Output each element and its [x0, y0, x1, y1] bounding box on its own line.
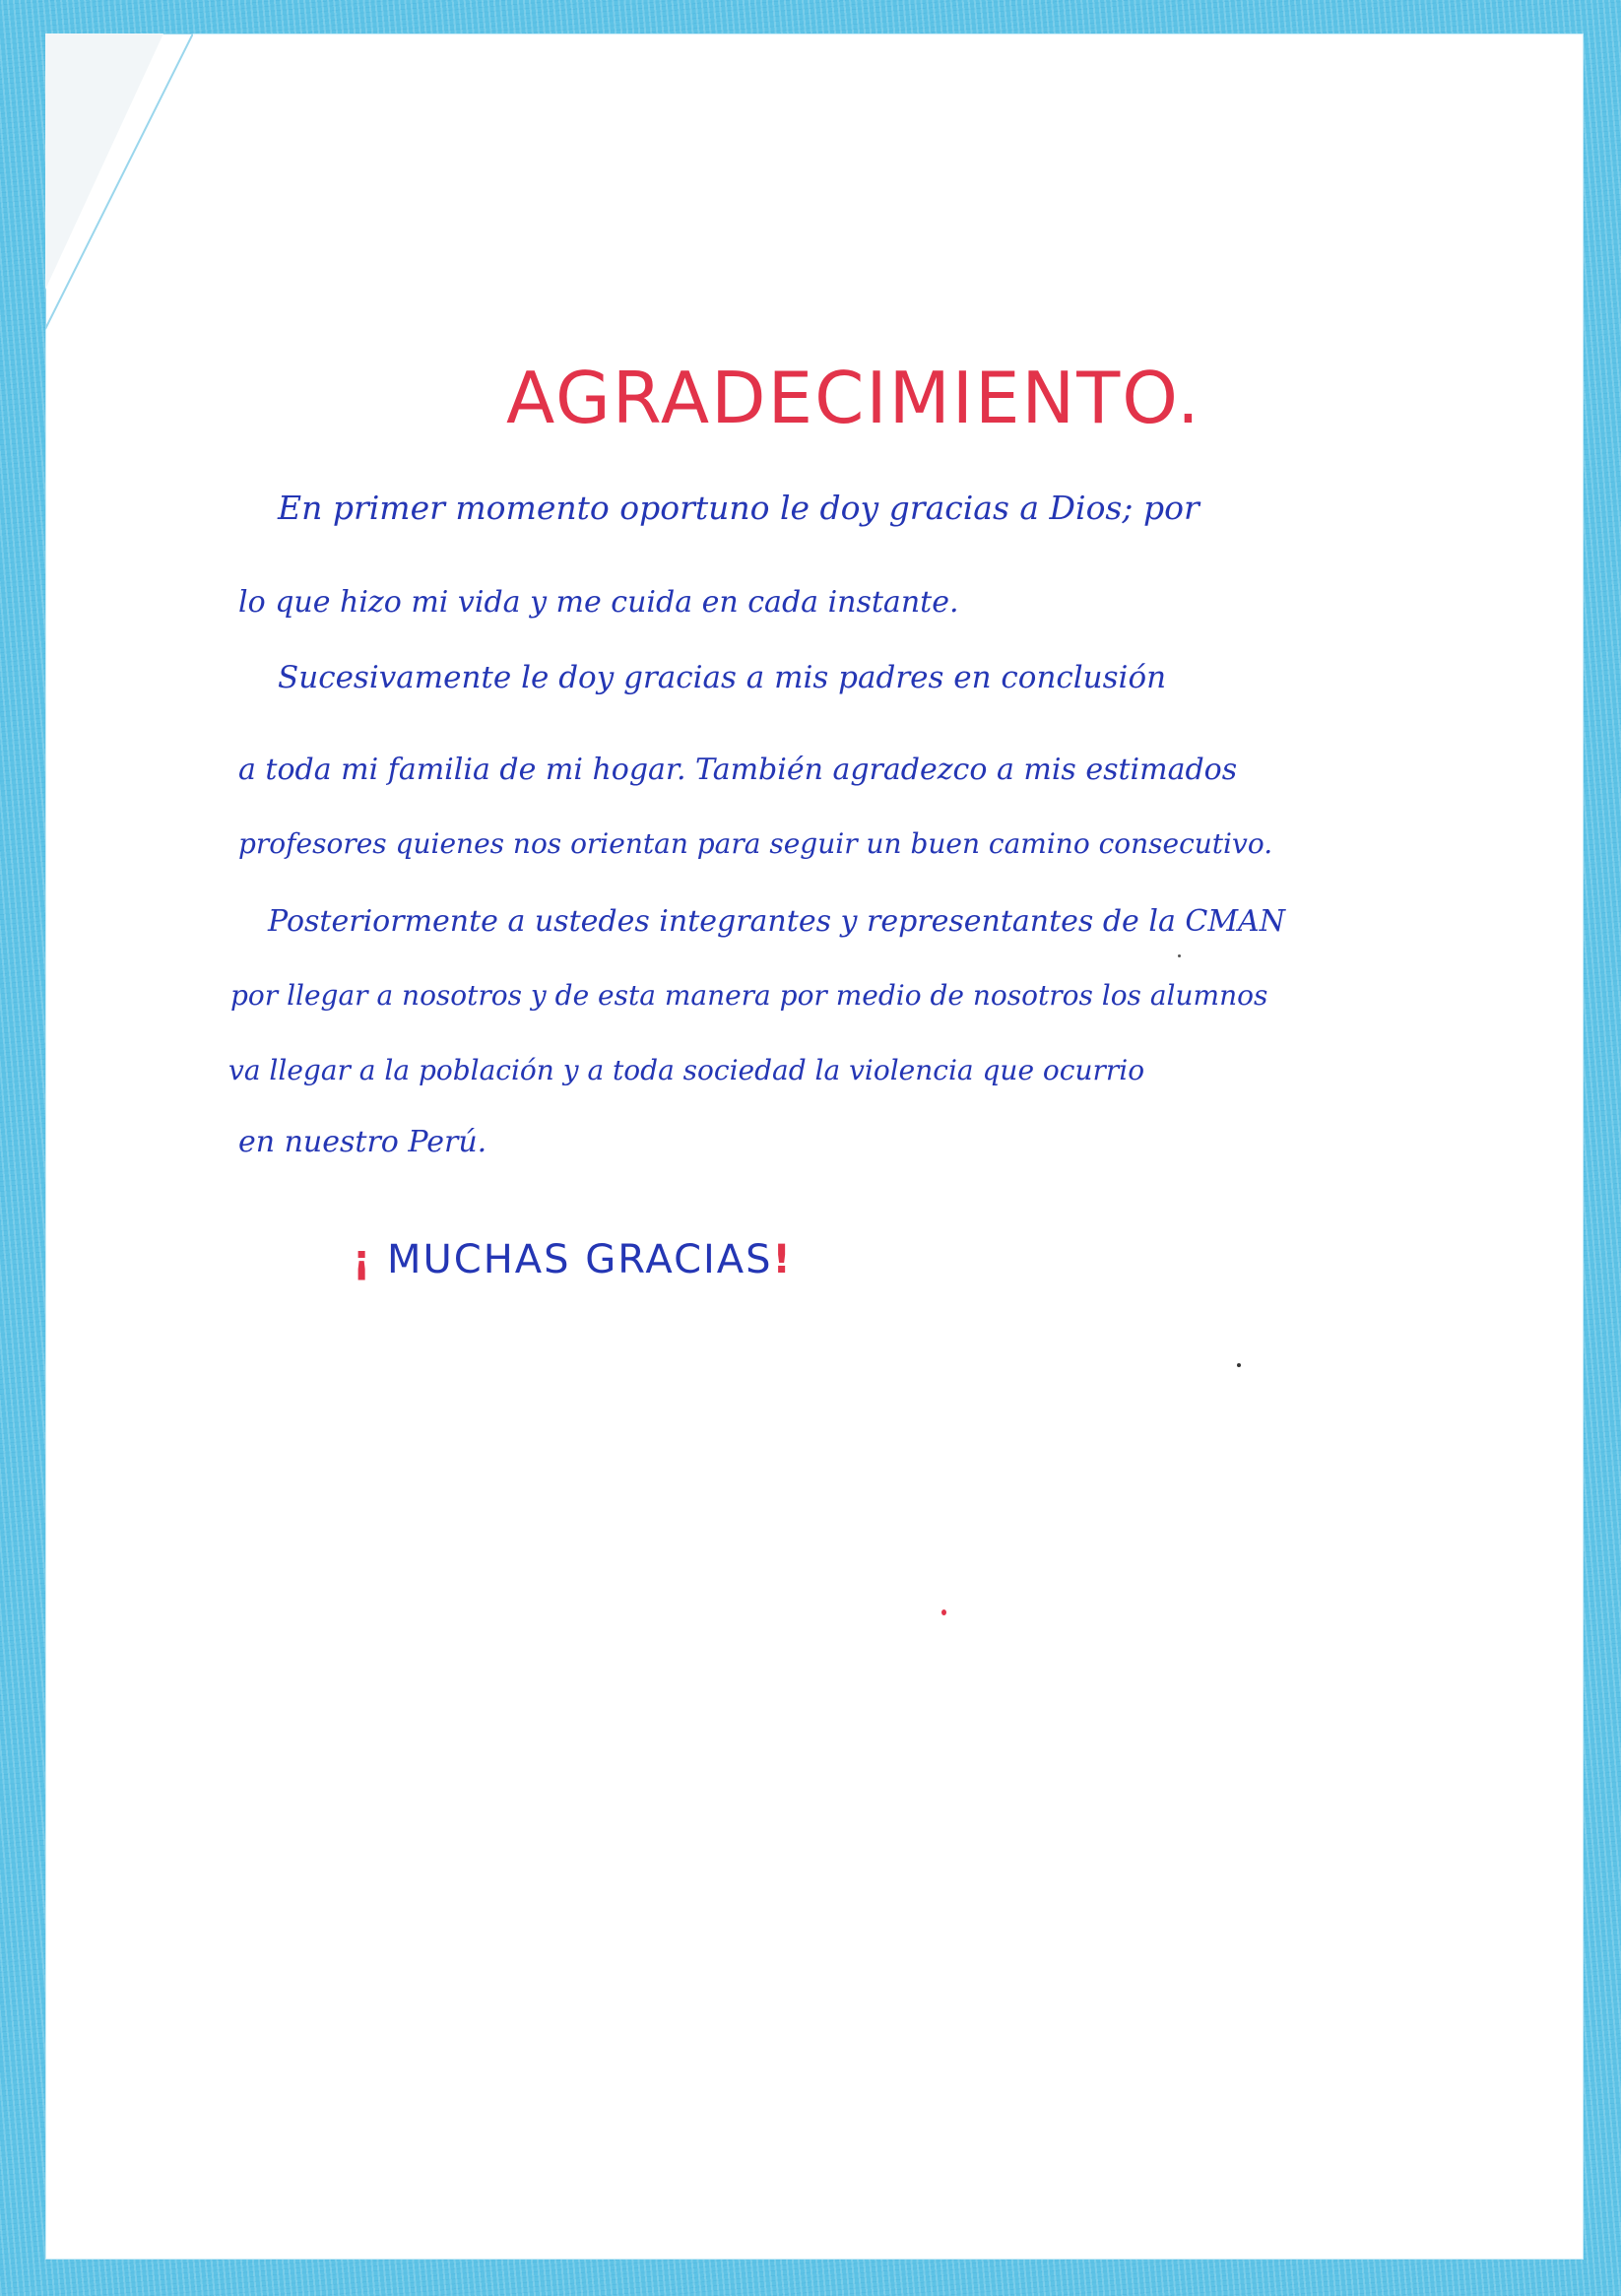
body-line: profesores quienes nos orientan para seguir un buen camino consecutivo. [238, 827, 1273, 860]
body-line: Posteriormente a ustedes integrantes y representantes de la CMAN [268, 904, 1285, 939]
document-title: AGRADECIMIENTO. [506, 357, 1201, 439]
body-line: a toda mi familia de mi hogar. También agradezco a mis estimados [238, 753, 1238, 787]
folded-corner-icon [45, 33, 193, 368]
opening-exclamation: ¡ [353, 1237, 373, 1282]
paper-sheet [45, 33, 1584, 2260]
body-line: lo que hizo mi vida y me cuida en cada instante. [238, 585, 959, 620]
closing-phrase [353, 1237, 793, 1282]
body-line: en nuestro Perú. [238, 1125, 487, 1159]
closing-exclamation: ! [772, 1237, 793, 1282]
closing-text: MUCHAS GRACIAS [386, 1237, 773, 1282]
body-line: va llegar a la población y a toda sociedad la violencia que ocurrio [228, 1054, 1145, 1086]
ink-speck [1178, 954, 1181, 957]
ink-speck [1237, 1363, 1241, 1367]
ink-speck [941, 1609, 946, 1615]
body-line: por llegar a nosotros y de esta manera por medio de nosotros los alumnos [230, 979, 1268, 1012]
body-line: Sucesivamente le doy gracias a mis padres en conclusión [278, 660, 1167, 695]
body-line: En primer momento oportuno le doy gracias a Dios; por [278, 489, 1200, 527]
